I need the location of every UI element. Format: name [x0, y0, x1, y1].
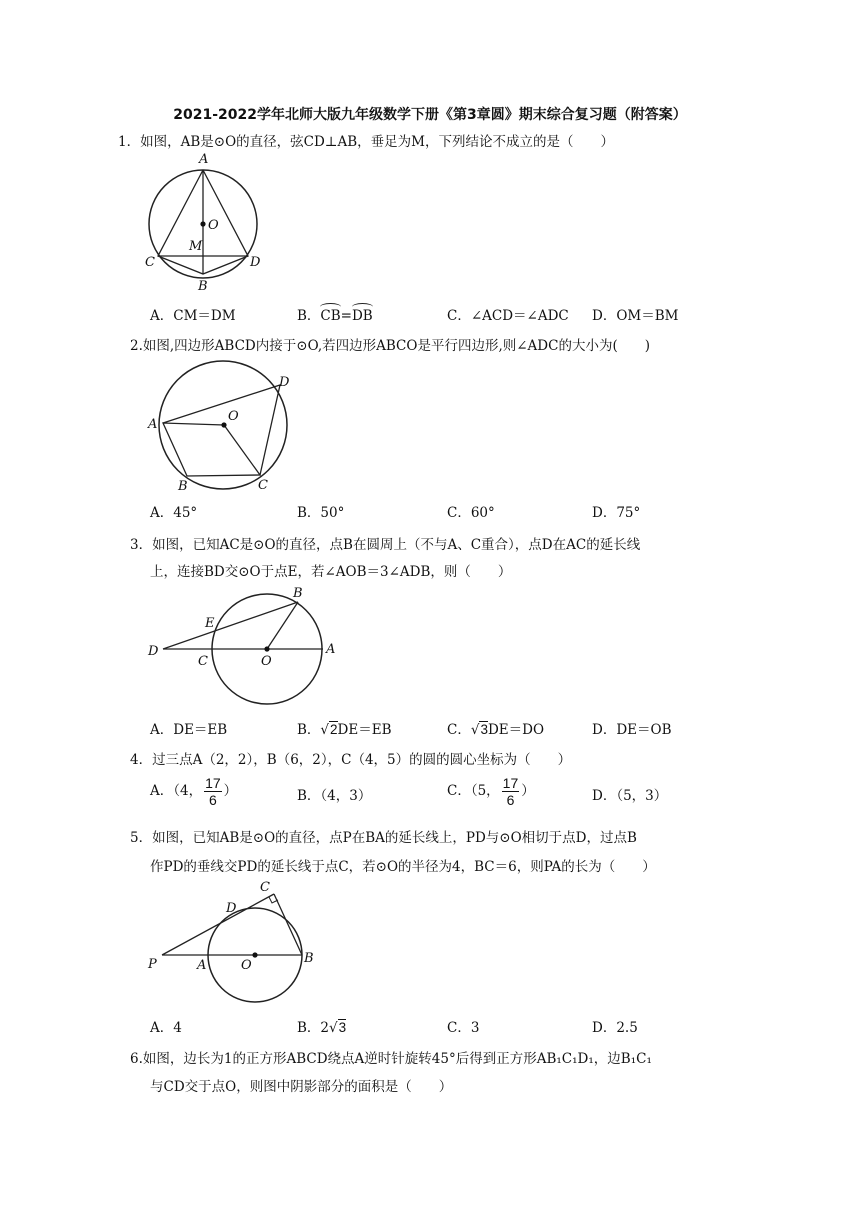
q5-option-c: C．3	[447, 1020, 480, 1036]
question-6-stem-line-2: 与CD交于点O，则图中阴影部分的面积是（ ）	[150, 1079, 453, 1095]
question-2-text: 如图,四边形ABCD内接于⊙O,若四边形ABCO是平行四边形,则∠ADC的大小为( )	[142, 338, 650, 354]
q3-option-a: A．DE＝EB	[150, 722, 228, 738]
question-2-stem	[130, 334, 650, 354]
q5-option-b: B．2√3	[297, 1020, 347, 1036]
q1-label-d: D	[250, 255, 261, 270]
q1-label-c: C	[145, 255, 155, 270]
q2-option-b: B．50°	[297, 505, 345, 521]
q4-option-c-fraction: $\frac{17}{6}$	[502, 775, 519, 808]
question-3-number: 3．	[130, 537, 153, 553]
q4-option-a-fraction: $\frac{17}{6}$	[205, 775, 221, 808]
q3-label-e: E	[205, 616, 215, 631]
q5-label-o: O	[241, 958, 252, 973]
q4-option-d: D．（5，3）	[592, 788, 668, 804]
q5-label-b: B	[304, 951, 314, 966]
q3-label-c: C	[198, 654, 208, 669]
question-3-stem-line-2: 上，连接BD交⊙O于点E，若∠AOB＝3∠ADB，则（ ）	[150, 564, 512, 580]
q1-arc-db: DB	[351, 308, 373, 324]
q2-option-a: A．45°	[150, 505, 198, 521]
q2-option-d: D．75°	[592, 505, 641, 521]
question-5-stem-line-1: 5．如图，已知AB是⊙O的直径，点P在BA的延长线上，PD与⊙O相切于点D，过点B	[130, 830, 637, 846]
question-4-stem: 4．过三点A（2，2），B（6，2），C（4，5）的圆的圆心坐标为（ ）	[130, 752, 572, 768]
question-1-text: 如图，AB是⊙O的直径，弦CD⊥AB，垂足为M，下列结论不成立的是（ ）	[140, 134, 614, 150]
q1-label-a: A	[199, 152, 209, 167]
q1-option-b: B．CB=DB	[297, 308, 373, 324]
q3-label-o: O	[261, 654, 272, 669]
q5-label-a: A	[197, 958, 207, 973]
q5-label-c: C	[260, 880, 270, 895]
question-6-stem-line-1: 6.如图，边长为1的正方形ABCD绕点A逆时针旋转45°后得到正方形AB₁C₁D₁，边B₁C₁	[130, 1051, 652, 1067]
q3-option-c: C．√3DE＝DO	[447, 722, 545, 738]
question-2-number: 2.	[130, 338, 143, 354]
q3-option-d: D．DE＝OB	[592, 722, 672, 738]
question-3-stem-line-1: 3．如图，已知AC是⊙O的直径，点B在圆周上（不与A、C重合），点D在AC的延长线	[130, 537, 641, 553]
q1-option-c: C．∠ACD＝∠ADC	[447, 308, 569, 324]
question-2-figure	[145, 365, 305, 500]
q4-option-b: B．（4，3）	[297, 788, 372, 804]
page-title: 2021-2022学年北师大版九年级数学下册《第3章圆》期末综合复习题（附答案）	[173, 107, 687, 123]
question-4-number: 4．	[130, 752, 153, 768]
q3-option-b: B．√2DE＝EB	[297, 722, 392, 738]
question-1-number: 1．	[118, 134, 141, 150]
q5-label-d: D	[226, 901, 237, 916]
q2-label-b: B	[178, 479, 188, 494]
q5-label-p: P	[148, 957, 157, 972]
question-5-figure	[145, 878, 325, 1008]
q1-option-a: A．CM＝DM	[150, 308, 236, 324]
q1-label-b: B	[198, 279, 208, 294]
q2-label-c: C	[258, 478, 268, 493]
q1-label-o: O	[208, 218, 219, 233]
q1-label-m: M	[189, 239, 203, 254]
q4-option-c: C．（5， $\frac{17}{6}$ ）	[447, 775, 535, 808]
question-5-stem-line-2: 作PD的垂线交PD的延长线于点C，若⊙O的半径为4，BC＝6，则PA的长为（ ）	[150, 859, 656, 875]
q2-option-c: C．60°	[447, 505, 495, 521]
q1-option-d: D．OM＝BM	[592, 308, 679, 324]
question-3-figure	[145, 585, 345, 715]
q3-label-a: A	[326, 642, 336, 657]
question-1-figure	[140, 150, 270, 295]
question-1-stem	[118, 130, 614, 150]
question-6-number: 6.	[130, 1051, 143, 1067]
q3-label-b: B	[293, 586, 303, 601]
q2-label-d: D	[279, 375, 290, 390]
q5-option-d: D．2.5	[592, 1020, 638, 1036]
question-5-number: 5．	[130, 830, 153, 846]
q5-option-a: A．4	[150, 1020, 182, 1036]
q3-label-d: D	[148, 644, 159, 659]
q4-option-a: A．（4， $\frac{17}{6}$ ）	[150, 775, 238, 808]
q2-label-a: A	[148, 417, 158, 432]
q1-arc-cb: CB	[320, 308, 341, 324]
q2-label-o: O	[228, 409, 239, 424]
